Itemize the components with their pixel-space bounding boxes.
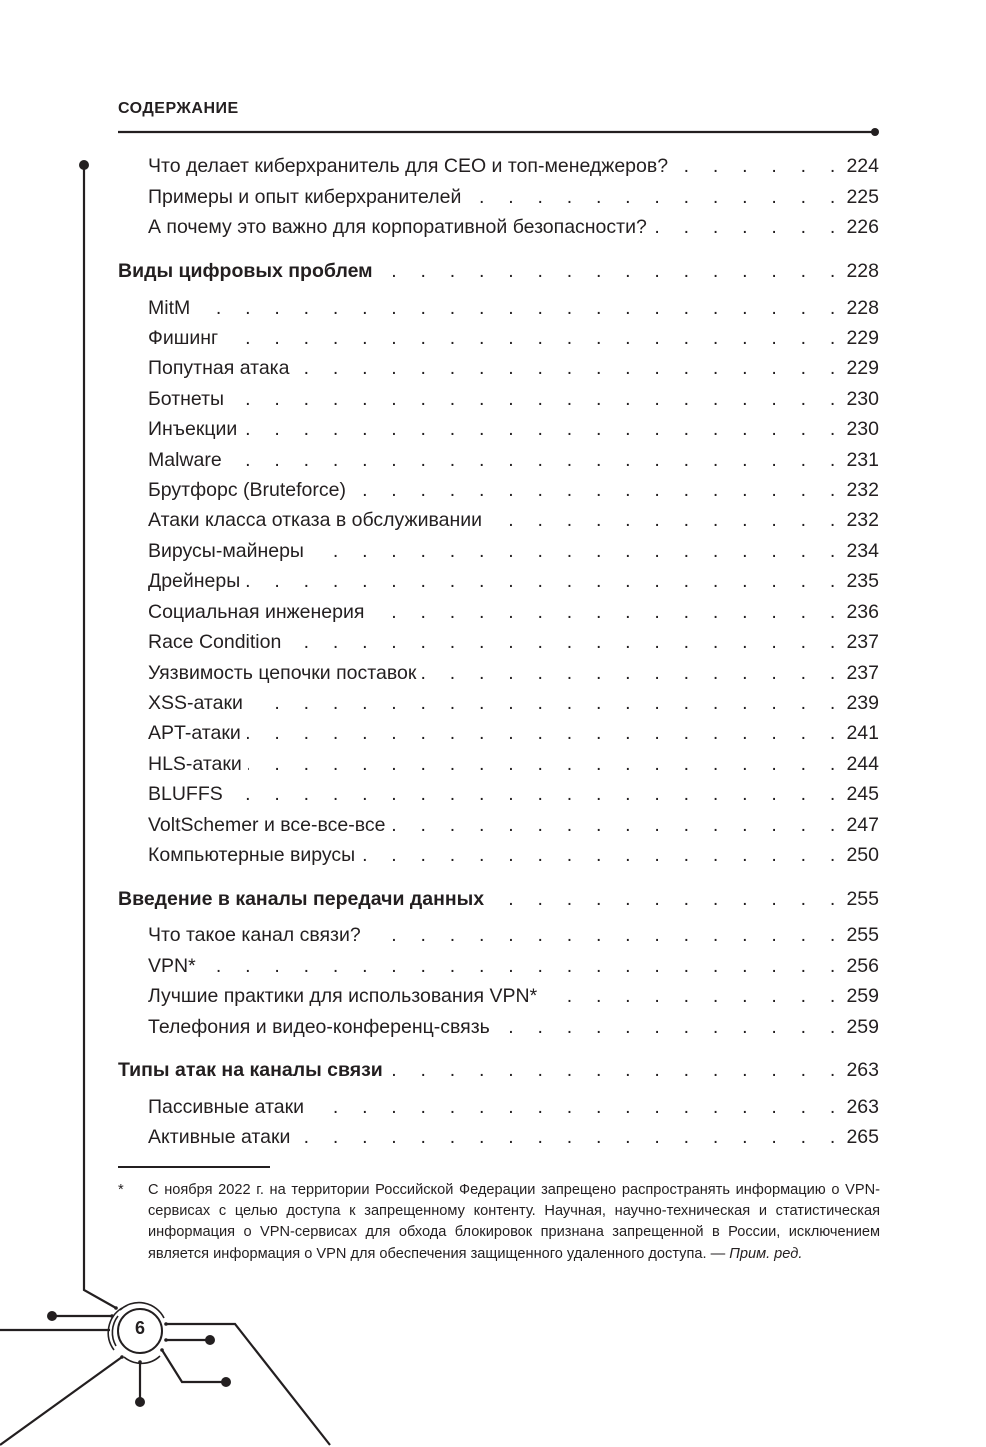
toc-chapter[interactable]: [118, 888, 879, 914]
toc-entry-label: APT-атаки: [148, 722, 241, 744]
toc-entry-label: Пассивные атаки: [148, 1096, 305, 1118]
toc-entry[interactable]: [148, 924, 879, 950]
dot-leader: [296, 1126, 844, 1149]
toc-page-number: 255: [846, 924, 879, 946]
toc-entry-label: Лучшие практики для использования VPN*: [148, 985, 538, 1007]
toc-page-number: 265: [846, 1126, 879, 1148]
dot-leader: [653, 216, 845, 239]
toc-page-number: 241: [846, 722, 879, 744]
dot-leader: [246, 570, 844, 593]
toc-entry-label: Что делает киберхранитель для CEO и топ-менеджеров?: [148, 155, 669, 177]
dot-leader: [543, 985, 844, 1008]
toc-page-number: 237: [846, 662, 879, 684]
dot-leader: [496, 1016, 845, 1039]
header-rule-end-dot: [871, 128, 879, 136]
toc-entry[interactable]: [148, 985, 879, 1011]
toc-entry-label: Дрейнеры: [148, 570, 241, 592]
toc-page-number: 224: [846, 155, 879, 177]
toc-entry-label: VoltSchemer и все-все-все: [148, 814, 386, 836]
dot-leader: [287, 631, 844, 654]
toc-page-number: 226: [846, 216, 879, 238]
footnote: [118, 1180, 880, 1265]
toc-entry-label: Примеры и опыт киберхранителей: [148, 186, 462, 208]
dot-leader: [196, 297, 844, 320]
toc-page-number: 231: [846, 449, 879, 471]
toc-entry-label: Компьютерные вирусы: [148, 844, 356, 866]
toc-entry[interactable]: [148, 186, 879, 212]
toc-page-number: 250: [846, 844, 879, 866]
toc-entry-label: Race Condition: [148, 631, 282, 653]
footnote-marker: *: [118, 1182, 124, 1198]
toc-entry[interactable]: [148, 570, 879, 596]
page-number: 6: [134, 1318, 145, 1338]
dot-leader: [367, 924, 845, 947]
toc-entry[interactable]: [148, 1126, 879, 1152]
toc-page-number: 259: [846, 985, 879, 1007]
toc-page-number: 237: [846, 631, 879, 653]
dot-leader: [310, 540, 845, 563]
toc-entry[interactable]: [148, 155, 879, 181]
toc-entry[interactable]: [148, 1096, 879, 1122]
dot-leader: [370, 601, 844, 624]
dot-leader: [352, 479, 845, 502]
dot-leader: [228, 449, 845, 472]
footnote-editor-note: Прим. ред.: [729, 1245, 803, 1262]
toc-entry-label: Что такое канал связи?: [148, 924, 361, 946]
toc-entry[interactable]: [148, 692, 879, 718]
toc-entry[interactable]: [148, 327, 879, 353]
toc-entry[interactable]: [148, 509, 879, 535]
toc-entry-label: Попутная атака: [148, 357, 290, 379]
toc-page-number: 259: [846, 1016, 879, 1038]
toc-chapter[interactable]: [118, 260, 879, 286]
toc-entry[interactable]: [148, 753, 879, 779]
toc-entry-label: Инъекции: [148, 418, 238, 440]
toc-entry[interactable]: [148, 449, 879, 475]
dot-leader: [310, 1096, 844, 1119]
toc-entry[interactable]: [148, 955, 879, 981]
toc-page-number: 229: [846, 357, 879, 379]
toc-entry[interactable]: [148, 783, 879, 809]
toc-entry-label: Фишинг: [148, 327, 219, 349]
toc-chapter-label: Виды цифровых проблем: [118, 260, 373, 282]
toc-page-number: 255: [846, 888, 879, 910]
toc-entry-label: Брутфорс (Bruteforce): [148, 479, 346, 501]
toc-entry-label: XSS-атаки: [148, 692, 243, 714]
toc-page-number: 245: [846, 783, 879, 805]
dot-leader: [224, 327, 844, 350]
toc-entry[interactable]: [148, 631, 879, 657]
toc-entry[interactable]: [148, 418, 879, 444]
toc-entry[interactable]: [148, 844, 879, 870]
toc-page-number: 239: [846, 692, 879, 714]
footnote-body: [148, 1180, 880, 1265]
running-header-title: СОДЕРЖАНИЕ: [118, 100, 239, 117]
toc-page-number: 228: [846, 260, 879, 282]
toc-page-number: 263: [846, 1059, 879, 1081]
toc-entry[interactable]: [148, 1016, 879, 1042]
toc-page-number: 230: [846, 388, 879, 410]
footnote-text: С ноября 2022 г. на территории Российской Федерации запрещено распространять информацию о VPN-сервисах с целью доступа к запрещенному контенту. Научная, научно-техническая и статистическая информация о VPN-сервисах для обхода блокировок признана запрещенной в России, исключением является информация о VPN для обеспечения защищенного удаленного доступа. —: [148, 1182, 880, 1262]
toc-entry-label: Телефония и видео-конференц-связь: [148, 1016, 490, 1038]
toc-entry[interactable]: [148, 662, 879, 688]
dot-leader: [248, 753, 845, 776]
toc-entry[interactable]: [148, 216, 879, 242]
dot-leader: [389, 1059, 845, 1082]
dot-leader: [202, 955, 845, 978]
toc-entry[interactable]: [148, 722, 879, 748]
toc-entry[interactable]: [148, 479, 879, 505]
toc-entry-label: Malware: [148, 449, 222, 471]
toc-entry-label: BLUFFS: [148, 783, 223, 805]
toc-entry-label: Ботнеты: [148, 388, 225, 410]
dot-leader: [229, 783, 845, 806]
dot-leader: [422, 662, 844, 685]
toc-entry-label: А почему это важно для корпоративной безопасности?: [148, 216, 647, 238]
dot-leader: [674, 155, 844, 178]
toc-page-number: 225: [846, 186, 879, 208]
toc-entry-label: Социальная инженерия: [148, 601, 365, 623]
toc-page-number: 263: [846, 1096, 879, 1118]
toc-entry[interactable]: [148, 814, 879, 840]
dot-leader: [490, 888, 844, 911]
dot-leader: [391, 814, 844, 837]
dot-leader: [249, 692, 845, 715]
toc-entry-label: Атаки класса отказа в обслуживании: [148, 509, 482, 531]
toc-entry-label: Уязвимость цепочки поставок: [148, 662, 417, 684]
toc-page-number: 236: [846, 601, 879, 623]
dot-leader: [230, 388, 844, 411]
toc-entry[interactable]: [148, 357, 879, 383]
toc-entry[interactable]: [148, 297, 879, 323]
footnote-separator: [118, 1166, 270, 1168]
dot-leader: [295, 357, 844, 380]
dot-leader: [379, 260, 845, 283]
toc-page-number: 234: [846, 540, 879, 562]
toc-entry-label: MitM: [148, 297, 191, 319]
toc-entry[interactable]: [148, 540, 879, 566]
toc-chapter-label: Типы атак на каналы связи: [118, 1059, 383, 1081]
toc-page-number: 232: [846, 509, 879, 531]
dot-leader: [243, 418, 844, 441]
toc-page-number: 232: [846, 479, 879, 501]
toc-page-number: 235: [846, 570, 879, 592]
dot-leader: [247, 722, 845, 745]
toc-entry[interactable]: [148, 601, 879, 627]
toc-entry-label: HLS-атаки: [148, 753, 242, 775]
toc-entry[interactable]: [148, 388, 879, 414]
dot-leader: [361, 844, 844, 867]
toc-page-number: 228: [846, 297, 879, 319]
toc-entry-label: VPN*: [148, 955, 196, 977]
dot-leader: [467, 186, 844, 209]
toc-entry-label: Активные атаки: [148, 1126, 291, 1148]
dot-leader: [488, 509, 844, 532]
toc-page-number: 230: [846, 418, 879, 440]
toc-entry-label: Вирусы-майнеры: [148, 540, 304, 562]
toc-page-number: 256: [846, 955, 879, 977]
toc-chapter[interactable]: [118, 1059, 879, 1085]
toc-page-number: 229: [846, 327, 879, 349]
toc-page-number: 247: [846, 814, 879, 836]
toc-chapter-label: Введение в каналы передачи данных: [118, 888, 485, 910]
toc-page-number: 244: [846, 753, 879, 775]
